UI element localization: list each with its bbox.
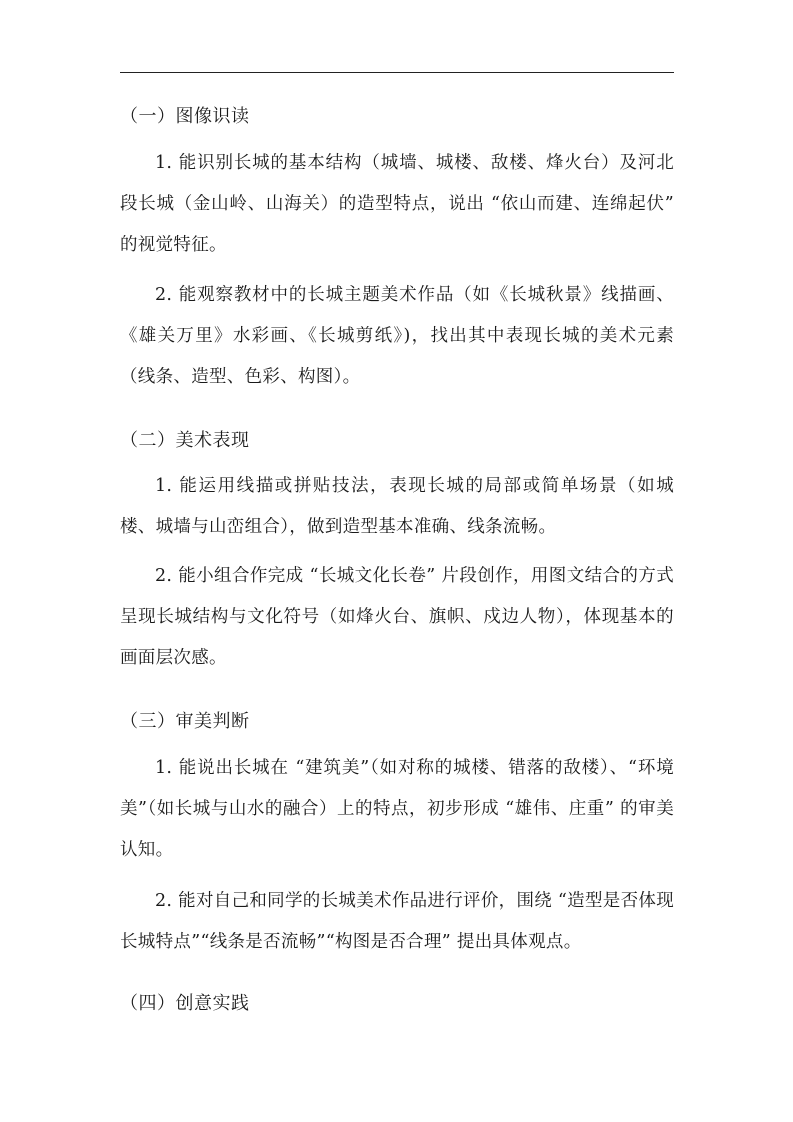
section-1-paragraph-1: 1. 能识别长城的基本结构（城墙、城楼、敌楼、烽火台）及河北段长城（金山岭、山海关）的造型特点，说出 “依山而建、连绵起伏” 的视觉特征。: [120, 153, 674, 255]
section-heading-1: （一）图像识读: [120, 106, 250, 127]
section-2-paragraph-2: 2. 能小组合作完成 “长城文化长卷” 片段创作，用图文结合的方式呈现长城结构与文化符号（如烽火台、旗帜、戍边人物），体现基本的画面层次感。: [120, 566, 674, 668]
section-3-paragraph-2: 2. 能对自己和同学的长城美术作品进行评价，围绕 “造型是否体现长城特点”“线条是否流畅”“构图是否合理” 提出具体观点。: [120, 891, 674, 952]
section-heading-4: （四）创意实践: [120, 993, 250, 1014]
section-1-paragraph-2: 2. 能观察教材中的长城主题美术作品（如《长城秋景》线描画、《雄关万里》水彩画、《长城剪纸》)，找出其中表现长城的美术元素（线条、造型、色彩、构图）。: [120, 285, 674, 387]
header-rule: [120, 72, 674, 73]
section-heading-3: （三）审美判断: [120, 711, 250, 732]
section-3-paragraph-1: 1. 能说出长城在 “建筑美”（如对称的城楼、错落的敌楼）、“环境美”（如长城与山水的融合）上的特点，初步形成 “雄伟、庄重” 的审美认知。: [120, 758, 674, 860]
section-heading-2: （二）美术表现: [120, 430, 250, 451]
section-2-paragraph-1: 1. 能运用线描或拼贴技法，表现长城的局部或简单场景（如城楼、城墙与山峦组合），做到造型基本准确、线条流畅。: [120, 476, 674, 537]
